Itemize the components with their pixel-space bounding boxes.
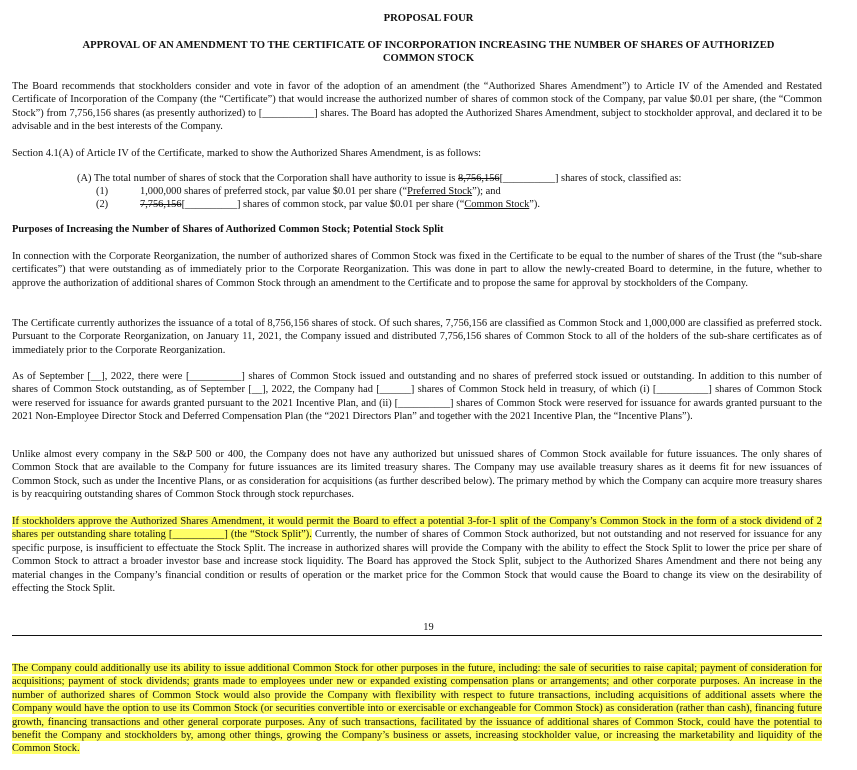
paragraph-section-intro: Section 4.1(A) of Article IV of the Certificate, marked to show the Authorized Shares Amendment, is as follows: xyxy=(12,148,482,159)
paragraph-corporate-reorganization: In connection with the Corporate Reorganization, the number of authorized shares of Common Stock was fixed in the Certificate to be equal to the number of shares of the Trust (the “sub-share certificates”) that were outstanding as of immediately prior to the Corporate Reorganization. This was done in part to allow the newly-created Board to determine, in the future, whether to approve the authorization of additional shares of Common Stock through an amendment to the Certificate and to propose the same for approval by stockholders of the Company. xyxy=(12,251,822,289)
item-a-text: (A) The total number of shares of stock that the Corporation shall have authority to issue is xyxy=(77,173,459,184)
para1-text-b: ] shares. The Board has adopted the Authorized Shares Amendment, subject to stockholder approval, and declared it to be advisable and in the best interests of the Company. xyxy=(12,107,822,133)
additional-uses-highlight: The Company could additionally use its ability to issue additional Common Stock for other purposes in the future, including: the sale of securities to raise capital; payment of consideration for acquisitions; payment of stock dividends; grants made to employees under new or expanded existing compensation plans or arrangements; and other corporate purposes. An increase in the number of authorized shares of Common Stock would also provide the Company with flexibility with respect to future transactions, including acquisitions of additional assets where the Company would have the option to use its Common Stock (or securities convertible into or exercisable or exchangeable for Common Stock) as consideration (rather than cash), financing future growth, financing transactions and other general corporate purposes. Any of such transactions, facilitated by the issuance of additional shares of Common Stock, could have the potential to benefit the Company and stockholders by, among other things, growing the Company’s business or assets, increasing stockholder value, or increasing the marketability and liquidity of the Common Stock. xyxy=(12,663,822,755)
item-1-text: 1,000,000 shares of preferred stock, par value $0.01 per share (“ xyxy=(140,186,408,197)
amendment-item-1 xyxy=(140,185,501,198)
page-number: 19 xyxy=(423,622,434,633)
item-2-struck-number: 7,756,156 xyxy=(140,199,182,210)
item-2-blank: [__________] xyxy=(181,199,241,210)
paragraph-additional-uses xyxy=(12,662,822,756)
amendment-item-1-number: (1) xyxy=(96,186,109,197)
item-1-underlined: Preferred Stock xyxy=(407,186,473,197)
paragraph-unissued-shares: Unlike almost every company in the S&P 500 or 400, the Company does not have any authorized but unissued shares of Common Stock available for future issuances. The only shares of Common Stock that are available to the Company for future issuances are its limited treasury shares. The Company may use available treasury shares as it deems fit for new issuances of Common Stock, such as under the Incentive Plans, or as consideration for acquisitions (as further described below). The primary method by which the Company can acquire more treasury shares is by reacquiring outstanding shares of Common Stock through stock repurchases. xyxy=(12,449,822,501)
amendment-item-2 xyxy=(140,198,540,211)
amendment-item-a xyxy=(77,172,681,185)
proposal-title: PROPOSAL FOUR xyxy=(383,13,474,24)
proposal-heading-line1: APPROVAL OF AN AMENDMENT TO THE CERTIFICATE OF INCORPORATION INCREASING THE NUMBER OF SHARES OF AUTHORIZED xyxy=(82,40,775,51)
para1-text-a: The Board recommends that stockholders consider and vote in favor of the adoption of an amendment (the “Authorized Shares Amendment”) to Article IV of the Amended and Restated Certificate of Incorporation of the Company (the “Certificate”) that would increase the authorized number of shares of common stock of the Company, par value $0.01 per share, (the “Common Stock”) from 7,756,156 shares (as presently authorized) to [ xyxy=(12,81,822,119)
stock-split-text: Currently, the number of shares of Common Stock authorized, but not outstanding and not reserved for issuance for any specific purpose, is insufficient to effectuate the Stock Split. The increase in authorized shares will provide the Company with the ability to effect the Stock Split to lower the price per share of Common Stock to attract a broader investor base and increase stock liquidity. The Board has approved the Stock Split, subject to the Authorized Shares Amendment and there not being any material changes in the Company’s financial condition or results of operation or the market price for the Common Stock that would cause the Board to change its view on the desirability of effecting the Stock Split. xyxy=(12,529,822,595)
paragraph-shares-outstanding: As of September [__], 2022, there were [__________] shares of Common Stock issued and outstanding and no shares of preferred stock issued or outstanding. In addition to this number of shares of Common Stock outstanding, as of September [__], 2022, the Company had [______] shares of Common Stock held in treasury, of which (i) [__________] shares of Common Stock were reserved for issuance for awards granted pursuant to the 2021 Incentive Plan, and (ii) [__________] shares of Common Stock were reserved for issuance for awards granted pursuant to the 2021 Non-Employee Director Stock and Deferred Compensation Plan (the “2021 Directors Plan” and together with the 2021 Incentive Plan, the “Incentive Plans”). xyxy=(12,371,822,423)
item-2-text-post: ”). xyxy=(529,199,540,210)
section-heading: Purposes of Increasing the Number of Shares of Authorized Common Stock; Potential Stock Split xyxy=(12,224,444,235)
item-2-underlined: Common Stock xyxy=(464,199,530,210)
paragraph-stock-split xyxy=(12,515,822,595)
para1-blank: __________ xyxy=(262,107,315,119)
item-1-text-post: ”); and xyxy=(472,186,501,197)
proposal-heading-line2: COMMON STOCK xyxy=(382,53,475,64)
item-a-text-post: shares of stock, classified as: xyxy=(558,173,682,184)
page-break-divider xyxy=(12,635,822,636)
item-a-blank: [__________] xyxy=(499,173,559,184)
paragraph-certificate-authorization: The Certificate currently authorizes the issuance of a total of 8,756,156 shares of stock. Of such shares, 7,756,156 are classified as Common Stock and 1,000,000 are classified as preferred stock. Pursuant to the Corporate Reorganization, on January 11, 2021, the Company issued and distributed 7,756,156 shares of Common Stock to all of the holders of the sub-share certificates as of immediately prior to the Corporate Reorganization. xyxy=(12,318,822,356)
item-2-text: shares of common stock, par value $0.01 per share (“ xyxy=(240,199,465,210)
item-a-struck-number: 8,756,156 xyxy=(458,173,500,184)
stock-split-highlight: If stockholders approve the Authorized Shares Amendment, it would permit the Board to effect a potential 3-for-1 split of the Company’s Common Stock in the form of a stock dividend of 2 shares per outstanding share totaling [__________] (the “Stock Split”). xyxy=(12,516,822,541)
amendment-item-2-number: (2) xyxy=(96,199,109,210)
paragraph-board-recommendation xyxy=(12,80,822,134)
